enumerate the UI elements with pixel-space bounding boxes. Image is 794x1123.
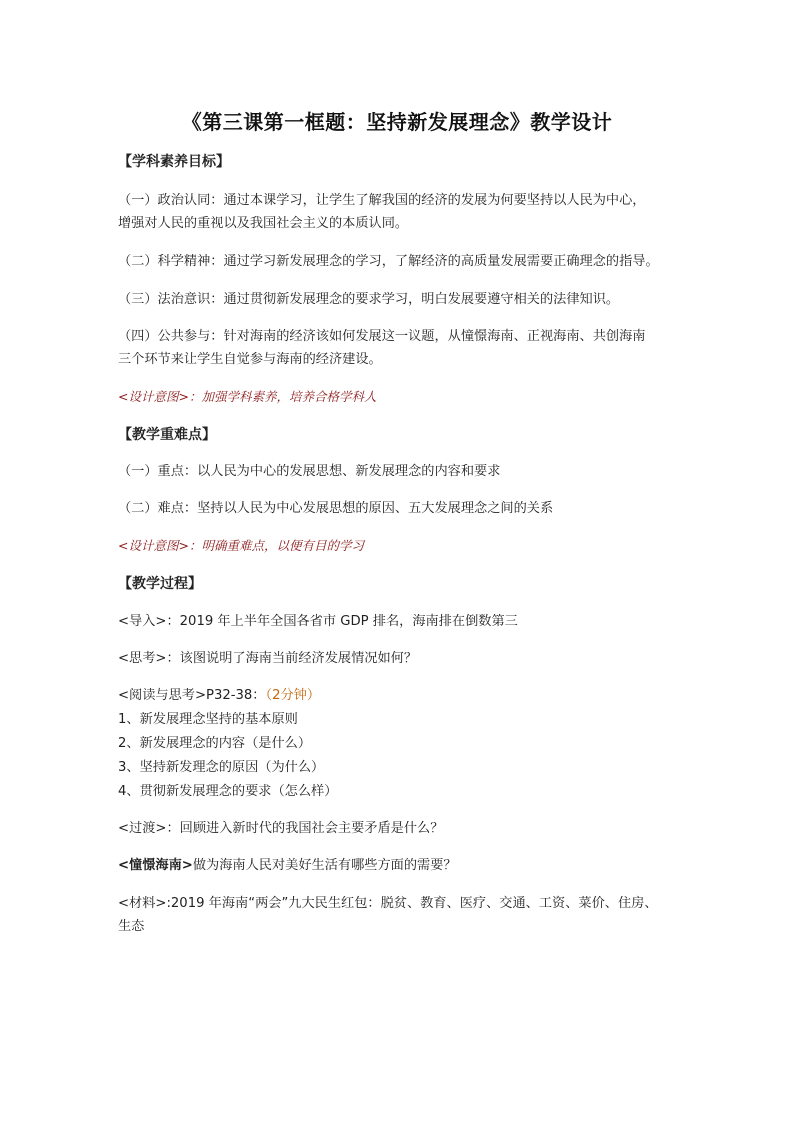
material-line-2: 生态 bbox=[118, 919, 145, 934]
reading-time: （2分钟） bbox=[265, 688, 321, 703]
goal-2: （二）科学精神：通过学习新发展理念的学习，了解经济的高质量发展需要正确理念的指导。 bbox=[118, 254, 659, 269]
think-line: <思考>：该图说明了海南当前经济发展情况如何？ bbox=[118, 651, 418, 666]
goal-1-line-2: 增强对人民的重视以及我国社会主义的本质认同。 bbox=[118, 216, 409, 231]
reading-item: 2、新发展理念的内容（是什么） bbox=[118, 736, 312, 751]
reading-prefix: <阅读与思考>P32-38： bbox=[118, 688, 266, 703]
reading-item: 3、坚持新发理念的原因（为什么） bbox=[118, 760, 325, 775]
goal-3: （三）法治意识：通过贯彻新发展理念的要求学习，明白发展要遵守相关的法律知识。 bbox=[118, 292, 620, 307]
vision-label: <憧憬海南> bbox=[118, 858, 193, 873]
vision-line bbox=[118, 856, 688, 876]
material-line-1: <材料>:2019 年海南“两会”九大民生红包：脱贫、教育、医疗、交通、工资、菜价、住房、 bbox=[118, 896, 658, 911]
design-intent-2: <设计意图>：明确重难点，以便有目的学习 bbox=[118, 538, 364, 553]
intro-line: <导入>：2019 年上半年全国各省市 GDP 排名，海南排在倒数第三 bbox=[118, 614, 518, 629]
goal-4-line-1: （四）公共参与：针对海南的经济该如何发展这一议题，从憧憬海南、正视海南、共创海南 bbox=[118, 329, 646, 344]
goal-1-line-1: （一）政治认同：通过本课学习，让学生了解我国的经济的发展为何要坚持以人民为中心， bbox=[118, 193, 646, 208]
goal-4-line-2: 三个环节来让学生自觉参与海南的经济建设。 bbox=[118, 352, 382, 367]
process-heading: 【教学过程】 bbox=[118, 576, 202, 592]
vision-text: 做为海南人民对美好生活有哪些方面的需要？ bbox=[192, 858, 457, 873]
reading-item: 4、贯彻新发展理念的要求（怎么样） bbox=[118, 784, 338, 799]
keypoints-heading: 【教学重难点】 bbox=[118, 427, 216, 443]
design-intent-1: <设计意图>：加强学科素养，培养合格学科人 bbox=[118, 389, 377, 404]
keypoint-2: （二）难点：坚持以人民为中心发展思想的原因、五大发展理念之间的关系 bbox=[118, 501, 554, 516]
document-title: 《第三课第一框题：坚持新发展理念》教学设计 bbox=[181, 110, 613, 134]
reading-line bbox=[118, 686, 688, 706]
keypoint-1: （一）重点：以人民为中心的发展思想、新发展理念的内容和要求 bbox=[118, 464, 501, 479]
transition-line: <过渡>：回顾进入新时代的我国社会主要矛盾是什么？ bbox=[118, 821, 444, 836]
goals-heading: 【学科素养目标】 bbox=[118, 154, 230, 170]
reading-item: 1、新发展理念坚持的基本原则 bbox=[118, 712, 298, 727]
